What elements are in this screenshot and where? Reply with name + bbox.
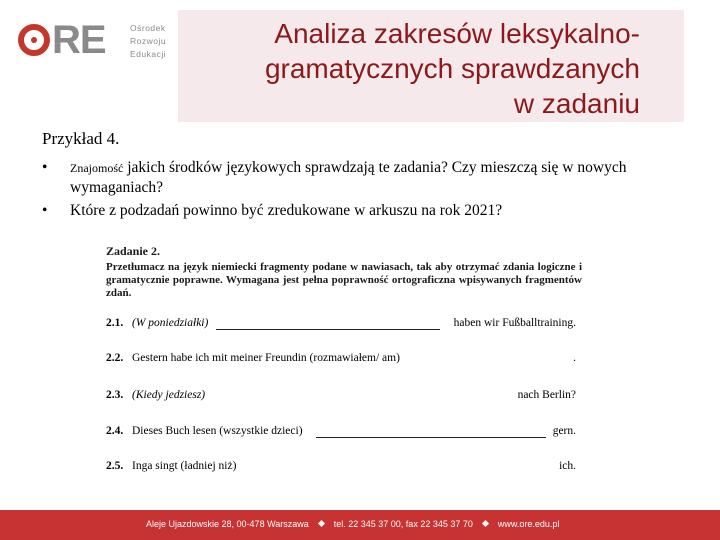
title-line-3: w zadaniu <box>513 88 640 119</box>
ore-logo <box>18 18 178 62</box>
logo-line-1: Ośrodek <box>130 23 166 33</box>
slide-title <box>265 16 640 121</box>
item-number: 2.4. <box>106 425 124 437</box>
task-title: Zadanie 2. <box>106 244 161 258</box>
logo-mark <box>18 20 106 60</box>
item-ending: haben wir Fußballtraining. <box>453 317 576 329</box>
footer-phone: tel. 22 345 37 00, fax 22 345 37 70 <box>333 519 473 529</box>
item-number: 2.5. <box>106 460 124 472</box>
logo-line-3: Edukacji <box>130 49 167 59</box>
footer-contact <box>146 519 559 529</box>
bullet-item-2 <box>40 201 690 220</box>
answer-line <box>316 425 546 438</box>
bullet-small-text: Znajomość <box>70 161 124 175</box>
logo-o-icon <box>18 24 50 56</box>
item-ending: gern. <box>552 425 576 437</box>
answer-line <box>216 317 440 330</box>
footer-bar <box>0 510 720 540</box>
task-item-4 <box>106 425 582 441</box>
item-prompt: (Kiedy jedziesz) <box>132 389 206 401</box>
bullet-text: Które z podzadań powinno być zredukowane w arkuszu na rok 2021? <box>70 202 503 219</box>
task-item-2 <box>106 352 582 368</box>
bullet-item-1 <box>40 158 690 197</box>
item-number: 2.3. <box>106 389 124 401</box>
title-box <box>178 10 684 122</box>
item-prompt: Inga singt (ładniej niż) <box>132 460 237 472</box>
item-number: 2.1. <box>106 317 124 329</box>
item-prompt: (W poniedziałki) <box>132 317 209 329</box>
item-number: 2.2. <box>106 352 124 364</box>
logo-text <box>130 22 166 61</box>
logo-line-2: Rozwoju <box>130 36 167 46</box>
footer-address: Aleje Ujazdowskie 28, 00-478 Warszawa <box>146 519 309 529</box>
item-ending: ich. <box>559 460 576 472</box>
task-instruction: Przetłumacz na język niemiecki fragmenty podane w nawiasach, tak aby otrzymać zdania logiczne i gramatycznie poprawne. Wymagana jest pełna poprawność ortograficzna wpisywanych fragmentów zdań. <box>106 261 582 299</box>
item-prompt: Gestern habe ich mit meiner Freundin (rozmawiałem/ am) <box>132 352 400 364</box>
item-ending: . <box>573 352 576 364</box>
example-heading: Przykład 4. <box>42 129 120 148</box>
bullet-text: jakich środków językowych sprawdzają te zadania? Czy mieszczą się w nowych wymaganiach? <box>70 159 627 196</box>
diamond-icon <box>482 520 489 527</box>
item-prompt: Dieses Buch lesen (wszystkie dzieci) <box>132 425 303 437</box>
logo-mark-text: RE <box>52 18 106 62</box>
title-line-2: gramatycznych sprawdzanych <box>264 53 640 84</box>
bullet-list <box>40 158 690 224</box>
task-item-5 <box>106 460 582 476</box>
diamond-icon <box>318 520 325 527</box>
footer-web-link[interactable]: www.ore.edu.pl <box>497 519 560 529</box>
task-item-3 <box>106 389 582 405</box>
item-ending: nach Berlin? <box>517 389 576 401</box>
task-item-1 <box>106 317 582 333</box>
title-line-1: Analiza zakresów leksykalno- <box>274 18 640 49</box>
task-scan <box>106 244 582 300</box>
